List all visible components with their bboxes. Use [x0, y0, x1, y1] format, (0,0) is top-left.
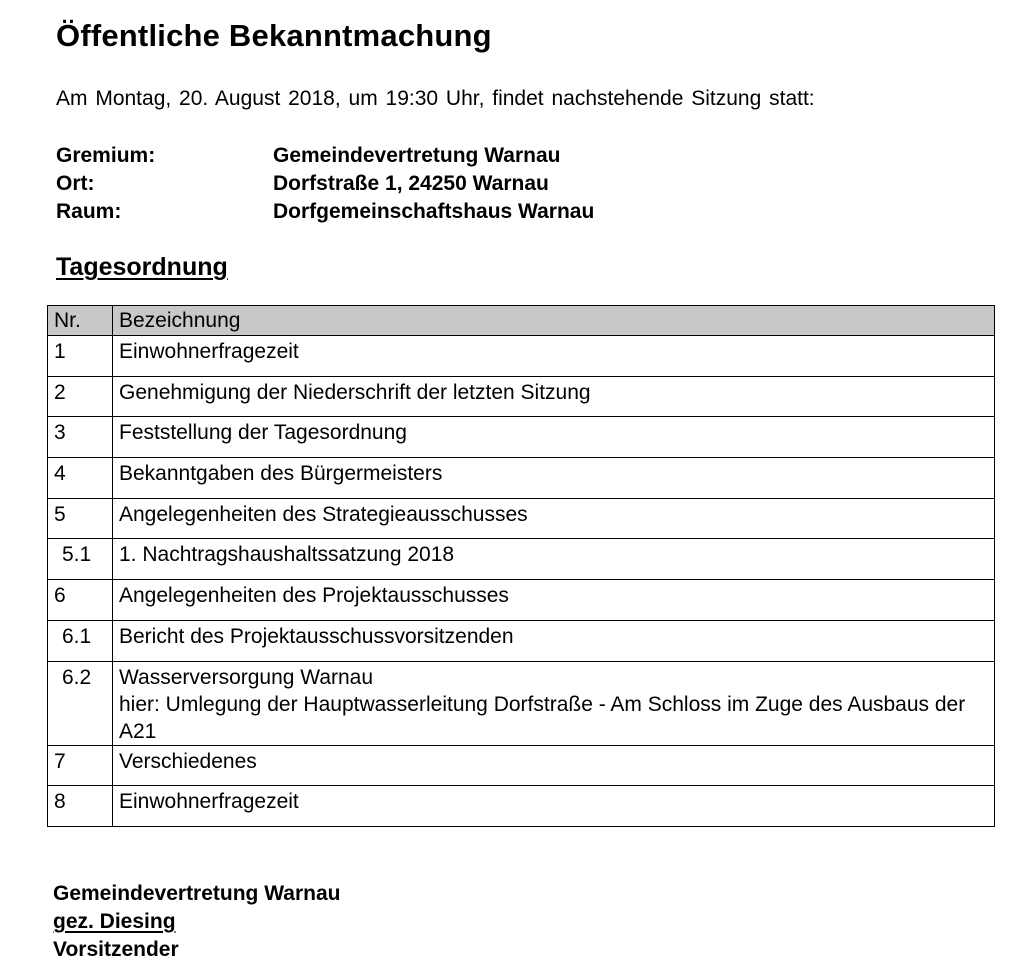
- meta-row-gremium: [56, 142, 594, 170]
- intro-text: Am Montag, 20. August 2018, um 19:30 Uhr, findet nachstehende Sitzung statt:: [56, 87, 815, 110]
- meta-row-raum: [56, 198, 594, 226]
- agenda-item-line: Bekanntgaben des Bürgermeisters: [119, 462, 443, 486]
- agenda-item-line: Feststellung der Tagesordnung: [119, 421, 407, 445]
- agenda-item-title: [113, 620, 995, 661]
- page-title: Öffentliche Bekanntmachung: [56, 18, 492, 53]
- table-row: [48, 539, 995, 580]
- footer-role: Vorsitzender: [53, 938, 179, 961]
- ort-value: Dorfstraße 1, 24250 Warnau: [273, 172, 549, 195]
- raum-label: Raum:: [56, 200, 122, 223]
- agenda-item-line: Einwohnerfragezeit: [119, 340, 299, 363]
- signature-block: [53, 880, 340, 964]
- ort-label: Ort:: [56, 172, 95, 195]
- agenda-item-number: 4: [48, 458, 113, 499]
- section-title-tagesordnung: Tagesordnung: [56, 253, 228, 281]
- agenda-item-line: Wasserversorgung Warnau: [119, 665, 374, 689]
- table-row: [48, 458, 995, 499]
- header-nr: Nr.: [48, 306, 113, 336]
- agenda-item-number: 7: [48, 745, 113, 786]
- agenda-item-line: Verschiedenes: [119, 749, 257, 773]
- agenda-item-title: [113, 745, 995, 786]
- agenda-item-title: [113, 498, 995, 539]
- footer-signature: gez. Diesing: [53, 910, 176, 933]
- agenda-item-title: [113, 336, 995, 377]
- gremium-value: Gemeindevertretung Warnau: [273, 144, 561, 167]
- agenda-item-number: 6: [48, 580, 113, 621]
- agenda-item-number: 3: [48, 417, 113, 458]
- table-row: [48, 498, 995, 539]
- agenda-item-number: 6.1: [48, 620, 113, 661]
- agenda-item-title: [113, 786, 995, 827]
- table-row: [48, 336, 995, 377]
- footer-org: Gemeindevertretung Warnau: [53, 882, 341, 905]
- table-row: [48, 376, 995, 417]
- agenda-item-line: Angelegenheiten des Projektausschusses: [119, 584, 509, 608]
- agenda-item-line: 1. Nachtragshaushaltssatzung 2018: [119, 543, 455, 567]
- agenda-item-line: hier: Umlegung der Hauptwasserleitung Dorfstraße - Am Schloss im Zuge des Ausbaus der A21: [119, 692, 966, 743]
- agenda-item-title: [113, 539, 995, 580]
- table-row: [48, 620, 995, 661]
- agenda-item-number: 2: [48, 376, 113, 417]
- agenda-item-title: [113, 458, 995, 499]
- agenda-item-number: 5.1: [48, 539, 113, 580]
- agenda-item-number: 1: [48, 336, 113, 377]
- agenda-item-number: 5: [48, 498, 113, 539]
- gremium-label: Gremium:: [56, 144, 156, 167]
- agenda-table: [47, 305, 995, 827]
- header-bezeichnung: Bezeichnung: [113, 306, 995, 336]
- agenda-item-line: Bericht des Projektausschussvorsitzenden: [119, 624, 514, 648]
- agenda-item-line: Angelegenheiten des Strategieausschusses: [119, 502, 528, 526]
- table-row: [48, 580, 995, 621]
- agenda-item-line: Einwohnerfragezeit: [119, 790, 299, 814]
- agenda-item-title: [113, 661, 995, 745]
- meta-row-ort: [56, 170, 594, 198]
- agenda-header-row: [48, 306, 995, 336]
- table-row: [48, 417, 995, 458]
- raum-value: Dorfgemeinschaftshaus Warnau: [273, 200, 595, 223]
- agenda-body: [48, 336, 995, 827]
- meeting-details: [56, 142, 594, 226]
- agenda-item-title: [113, 417, 995, 458]
- agenda-item-title: [113, 376, 995, 417]
- table-row: [48, 786, 995, 827]
- agenda-item-number: 8: [48, 786, 113, 827]
- agenda-item-title: [113, 580, 995, 621]
- agenda-item-line: Genehmigung der Niederschrift der letzten Sitzung: [119, 380, 591, 404]
- table-row: [48, 745, 995, 786]
- agenda-item-number: 6.2: [48, 661, 113, 745]
- table-row: [48, 661, 995, 745]
